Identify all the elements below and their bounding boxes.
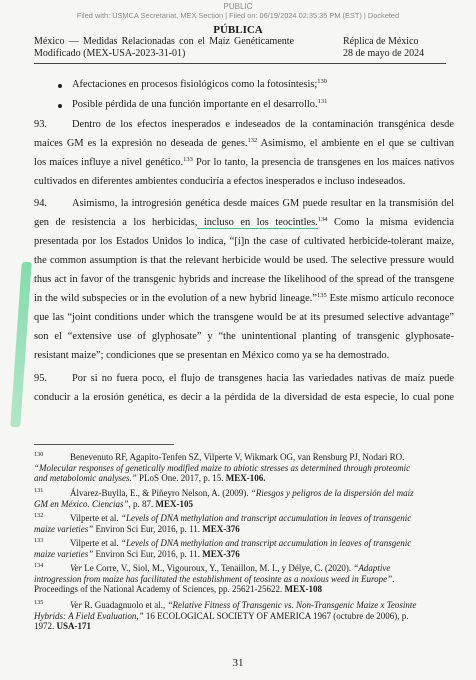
paragraph-95-line: 95. Por si no fuera poco, el flujo de transgenes hacia las variedades nativas de maíz puede xyxy=(34,373,454,384)
paragraph-94-line: que las “joint conditions under which the transgene would be at its presumed selective advantage” xyxy=(34,312,454,323)
paragraph-number: 93. xyxy=(34,119,47,130)
paragraph-94-line: resistant maize”; condiciones que se presentan en México como ya se ha demostrado. xyxy=(34,350,390,361)
bullet-item: Posible pérdida de una función importante en el desarrollo.$^{131}$ xyxy=(72,98,328,110)
paragraph-94-line: the common assumption is that the relevant herbicide would be used. The selective pressure would xyxy=(34,255,454,266)
document-date: 28 de mayo de 2024 xyxy=(343,47,425,59)
document-info xyxy=(343,36,468,59)
document-type: Réplica de México xyxy=(343,36,419,47)
public-stamp: PUBLIC xyxy=(223,2,253,11)
case-title: México — Medidas Relacionadas con el Maíz Genéticamente Modificado (MEX-USA-2023-31-01) xyxy=(34,36,294,59)
paragraph-94-line: son el “extensive use of glyphosate” y “the unintentional planting of transgenic glyphosate- xyxy=(34,331,454,342)
bullet-icon xyxy=(58,104,62,108)
publica-heading: PÚBLICA xyxy=(213,24,263,36)
paragraph-95-line: conducir a la erosión genética, es decir a la pérdida de la diversidad de esta especie, lo cual pone xyxy=(34,392,454,403)
footnote: 130 Benevenuto RF, Agapito-Tenfen SZ, Vilperte V, Wikmark OG, van Rensburg PJ, Nodari RO. “Molecular responses of genetically modified maize to abiotic stresses as determined through proteomic and metabolomic analyses.” PLoS One. 2017, p. 15. MEX-106. xyxy=(34,451,411,484)
footnote: 134 Ver Le Corre, V., Siol, M., Vigouroux, Y., Tenaillon, M. I., y Délye, C. (2020). “Adaptive introgression from maize has facilitated the establishment of teosinte as a noxious weed in Europe”. Proceedings of the National Academy of Sciences, pp. 25621-25622. MEX-108 xyxy=(34,562,395,595)
paragraph-94-line: thus act in favor of the transgenic hybrids and increase the likelihood of the spread of the transgene xyxy=(34,274,454,285)
footnote-divider xyxy=(34,444,174,445)
paragraph-number: 95. xyxy=(34,373,47,384)
paragraph-94-line: in the wild subspecies or in the evolution of a new hybrid lineage.”$^{135}$ Este mismo artículo reconoce xyxy=(34,292,454,304)
margin-highlight-mark xyxy=(10,262,32,427)
header-divider xyxy=(34,63,446,64)
page-number: 31 xyxy=(232,657,244,669)
paragraph-94-line: presentada por los Estados Unidos lo indica, “[i]n the case of cultivated herbicide-tolerant maize, xyxy=(34,236,454,247)
filing-stamp: Filed with: USMCA Secretariat, MEX Section | Filed on: 06/19/2024 02:35:35 PM (EST) | Docketed xyxy=(76,11,400,20)
footnote: 131 Álvarez-Buylla, E., & Piñeyro Nelson, A. (2009). “Riesgos y peligros de la dispersión del maíz GM en México. Ciencias”, p. 87. MEX-105 xyxy=(34,487,414,509)
footnote: 133 Vilperte et al. “Levels of DNA methylation and transcript accumulation in leaves of transgenic maize varieties” Environ Sci Eur, 2016, p. 11. MEX-376 xyxy=(34,537,412,559)
bullet-icon xyxy=(58,84,62,88)
bullet-item: Afectaciones en procesos fisiológicos como la fotosíntesis;$^{130}$ xyxy=(72,78,328,90)
paragraph-93-line: maíces GM es la expresión no deseada de genes.$^{132}$ Asimismo, el ambiente en el que se cultivan xyxy=(34,137,454,149)
footnote: 135 Ver R. Guadagnuolo et al., “Relative Fitness of Transgenic vs. Non-Transgenic Maize x Teosinte Hybrids: A Field Evaluation,” 16 ECOLOGICAL SOCIETY OF AMERICA 1967 (octubre de 2006), p. 1972. USA-171 xyxy=(34,599,417,632)
paragraph-93-line: los maíces influye a nivel genético.$^{133}$ Por lo tanto, la presencia de transgenes en los maíces nativos xyxy=(34,156,455,168)
underlined-phrase: incluso en los teocintles. xyxy=(197,217,318,228)
paragraph-94-line: 94. Asimismo, la introgresión genética desde maíces GM puede resultar en la transmisión del xyxy=(34,198,454,209)
footnote: 132 Vilperte et al. “Levels of DNA methylation and transcript accumulation in leaves of transgenic maize varieties” Environ Sci Eur, 2016, p. 11. MEX-376 xyxy=(34,512,412,534)
paragraph-number: 94. xyxy=(34,198,47,209)
paragraph-94-line: gen de resistencia a los herbicidas, incluso en los teocintles.$^{134}$ Como la misma evidencia xyxy=(34,216,454,228)
paragraph-93-line: 93. Dentro de los efectos inesperados e indeseados de la contaminación transgénica desde xyxy=(34,119,454,130)
paragraph-93-line: cultivados en diferentes ambientes conduciría a efectos inesperados e incluso indeseados. xyxy=(34,176,406,187)
